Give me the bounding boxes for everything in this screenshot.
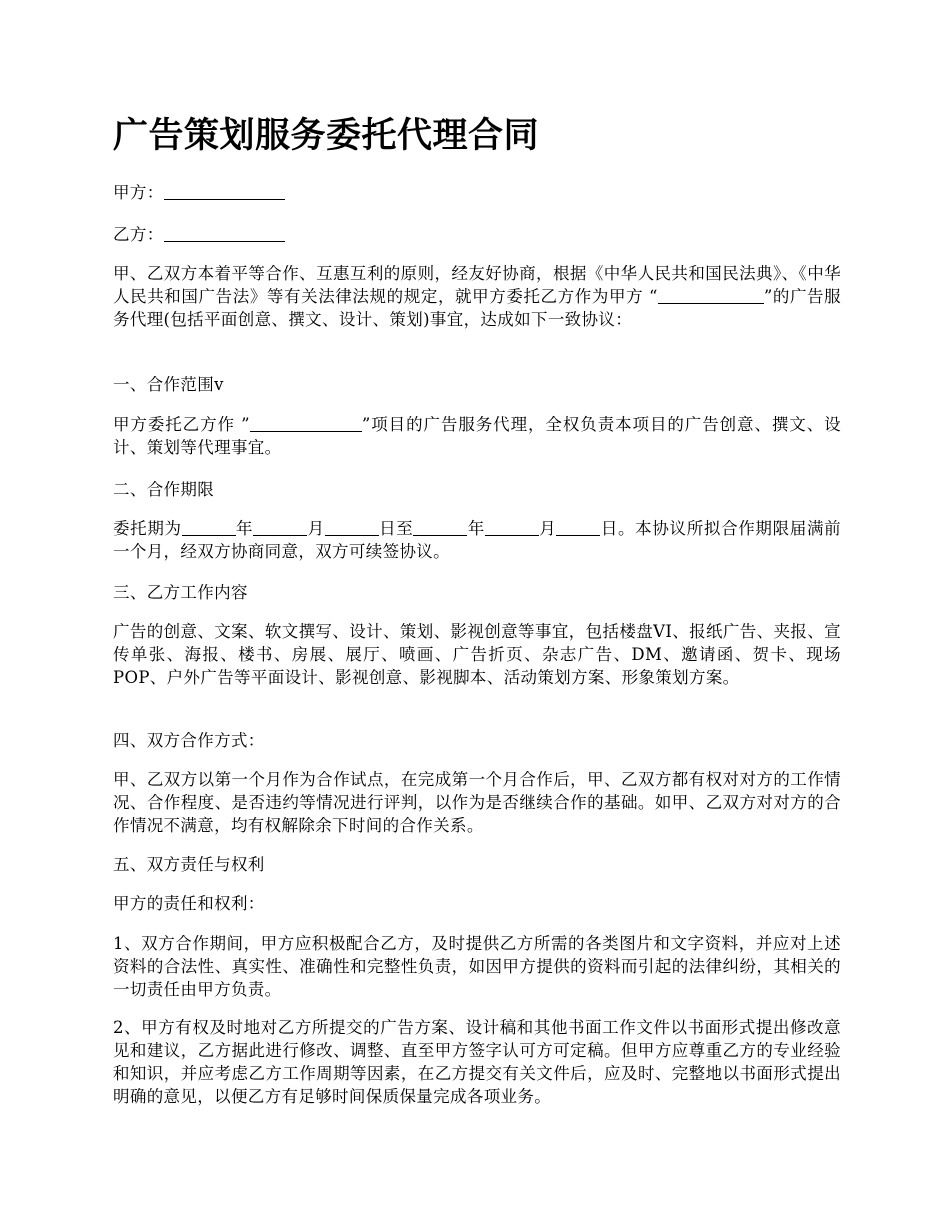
- day-to-label: 日至: [378, 519, 414, 538]
- section-4-heading: 四、双方合作方式：: [113, 731, 265, 750]
- start-month-blank: [253, 519, 307, 537]
- end-month-label: 月: [538, 519, 557, 538]
- section-5-item-1: 1、双方合作期间，甲方应积极配合乙方，及时提供乙方所需的各类图片和文字资料，并应对上述资料的合法性、真实性、准确性和完整性负责，如因甲方提供的资料而引起的法律纠纷，其相关的一切责任由甲方负责。: [113, 934, 841, 999]
- section-3-text: 广告的创意、文案、软文撰写、设计、策划、影视创意等事宜，包括楼盘VI、报纸广告、夹报、宣传单张、海报、楼书、房展、展厅、喷画、广告折页、杂志广告、DM、邀请函、贺卡、现场POP、户外广告等平面设计、影视创意、影视脚本、活动策划方案、形象策划方案。: [113, 622, 841, 687]
- party-b-line: [113, 223, 841, 246]
- section-1-text: [113, 413, 841, 459]
- section-2-heading: 二、合作期限: [113, 480, 215, 499]
- start-day-blank: [325, 519, 379, 537]
- section-2-text: [113, 517, 841, 563]
- section-5-heading: 五、双方责任与权利: [113, 855, 265, 874]
- term-suffix: 日。本协议所拟合作期限届满前一个月，经双方协商同意，双方可续签协议。: [113, 519, 841, 561]
- party-a-label: 甲方：: [113, 183, 164, 202]
- start-year-label: 年: [235, 519, 254, 538]
- project-name-blank-1: [658, 287, 764, 305]
- intro-text-1: 甲、乙双方本着平等合作、互惠互利的原则，经友好协商，根据《中华人民共和国民法典》、《中华人民共和国广告法》等有关法律法规的规定，就甲方委托乙方作为甲方 “: [113, 264, 841, 306]
- project-name-blank-2: [250, 415, 362, 433]
- end-day-blank: [556, 519, 600, 537]
- end-month-blank: [485, 519, 539, 537]
- section-4-text: 甲、乙双方以第一个月作为合作试点，在完成第一个月合作后，甲、乙双方都有权对对方的工作情况、合作程度、是否违约等情况进行评判，以作为是否继续合作的基础。如甲、乙双方对对方的合作情况不满意，均有权解除余下时间的合作关系。: [113, 770, 841, 835]
- section-1-heading: 一、合作范围v: [113, 375, 224, 394]
- start-year-blank: [182, 519, 236, 537]
- party-b-label: 乙方：: [113, 225, 164, 244]
- section-5-subheading: 甲方的责任和权利：: [113, 894, 265, 913]
- contract-title: 广告策划服务委托代理合同: [113, 116, 540, 156]
- end-year-blank: [413, 519, 467, 537]
- section-1-text-2: ”项目的广告服务代理，全权负责本项目的广告创意、撰文、设计、策划等代理事宜。: [113, 415, 841, 457]
- intro-paragraph: [113, 262, 841, 331]
- end-year-label: 年: [467, 519, 485, 538]
- section-5-item-2: 2、甲方有权及时地对乙方所提交的广告方案、设计稿和其他书面工作文件以书面形式提出修改意见和建议，乙方据此进行修改、调整、直至甲方签字认可方可定稿。但甲方应尊重乙方的专业经验和知识，并应考虑乙方工作周期等因素，在乙方提交有关文件后，应及时、完整地以书面形式提出明确的意见，以便乙方有足够时间保质保量完成各项业务。: [113, 1018, 841, 1106]
- party-a-line: [113, 181, 841, 204]
- section-1-text-1: 甲方委托乙方作 ”: [113, 415, 250, 434]
- party-a-blank: [164, 183, 285, 201]
- party-b-blank: [164, 225, 285, 243]
- start-month-label: 月: [307, 519, 325, 538]
- intro-text-2: ”的广告服务代理(包括平面创意、撰文、设计、策划)事宜，达成如下一致协议：: [113, 287, 842, 329]
- term-prefix: 委托期为: [113, 519, 182, 538]
- section-3-heading: 三、乙方工作内容: [113, 583, 248, 602]
